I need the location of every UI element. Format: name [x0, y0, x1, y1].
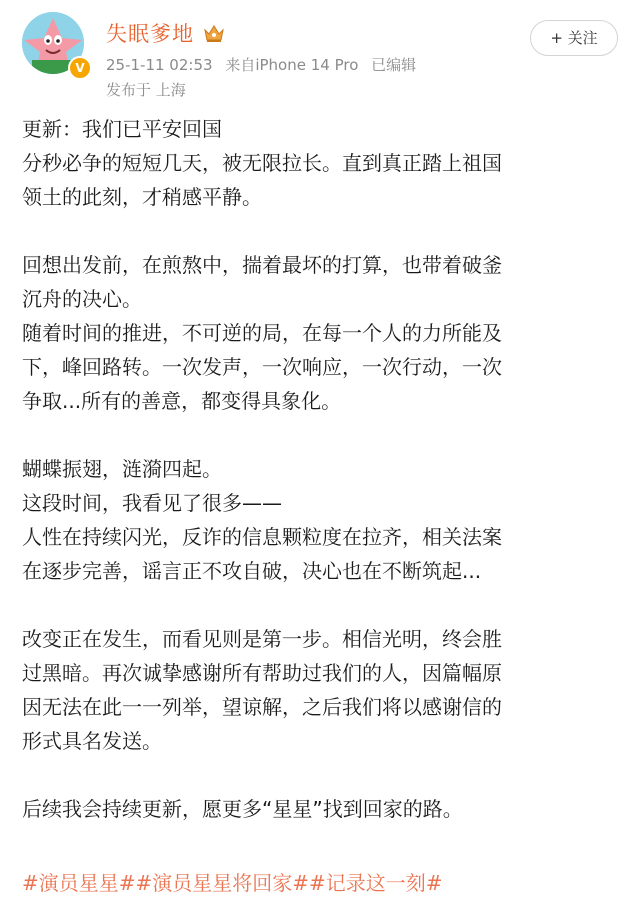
- paragraph-gap: [22, 418, 622, 452]
- follow-button[interactable]: + 关注: [530, 20, 618, 56]
- post-timestamp: 25-1-11 02:53: [106, 56, 213, 74]
- crown-level-icon: [202, 22, 226, 44]
- post-line: 蝴蝶振翅，涟漪四起。: [22, 457, 222, 481]
- post-device: 来自iPhone 14 Pro: [225, 56, 359, 74]
- post-line: 下，峰回路转。一次发声，一次响应，一次行动，一次: [22, 355, 502, 379]
- post-line: 因无法在此一一列举，望谅解，之后我们将以感谢信的: [22, 695, 502, 719]
- edited-label[interactable]: 已编辑: [371, 56, 417, 74]
- post-line: 形式具名发送。: [22, 729, 162, 753]
- post-line: 改变正在发生，而看见则是第一步。相信光明，终会胜: [22, 627, 502, 651]
- post-line: 人性在持续闪光，反诈的信息颗粒度在拉齐，相关法案: [22, 525, 502, 549]
- post-line: 这段时间，我看见了很多——: [22, 491, 282, 515]
- post-line: 争取...所有的善意，都变得具象化。: [22, 389, 342, 413]
- verified-v-icon: V: [68, 56, 92, 80]
- post-location: 发布于 上海: [106, 81, 186, 99]
- paragraph-gap: [22, 588, 622, 622]
- post-body: [22, 112, 622, 826]
- paragraph-gap: [22, 214, 622, 248]
- username[interactable]: 失眠爹地: [106, 22, 194, 46]
- post-line: 分秒必争的短短几天，被无限拉长。直到真正踏上祖国: [22, 151, 502, 175]
- post-line: 领土的此刻，才稍感平静。: [22, 185, 262, 209]
- post-meta: [106, 54, 424, 75]
- post-line: 在逐步完善，谣言正不攻自破，决心也在不断筑起...: [22, 559, 482, 583]
- post-line: 过黑暗。再次诚挚感谢所有帮助过我们的人，因篇幅原: [22, 661, 502, 685]
- hashtag-link[interactable]: #演员星星#: [22, 871, 136, 895]
- paragraph-gap: [22, 758, 622, 792]
- post-line: 随着时间的推进，不可逆的局，在每一个人的力所能及: [22, 321, 502, 345]
- hashtag-row: [22, 866, 443, 900]
- hashtag-link[interactable]: #记录这一刻#: [309, 871, 443, 895]
- post-line: 更新：我们已平安回国: [22, 117, 222, 141]
- hashtag-link[interactable]: #演员星星将回家#: [135, 871, 310, 895]
- post-line: 沉舟的决心。: [22, 287, 142, 311]
- post-line: 回想出发前，在煎熬中，揣着最坏的打算，也带着破釜: [22, 253, 502, 277]
- post-line: 后续我会持续更新，愿更多“星星”找到回家的路。: [22, 797, 463, 821]
- post-header: [0, 0, 640, 110]
